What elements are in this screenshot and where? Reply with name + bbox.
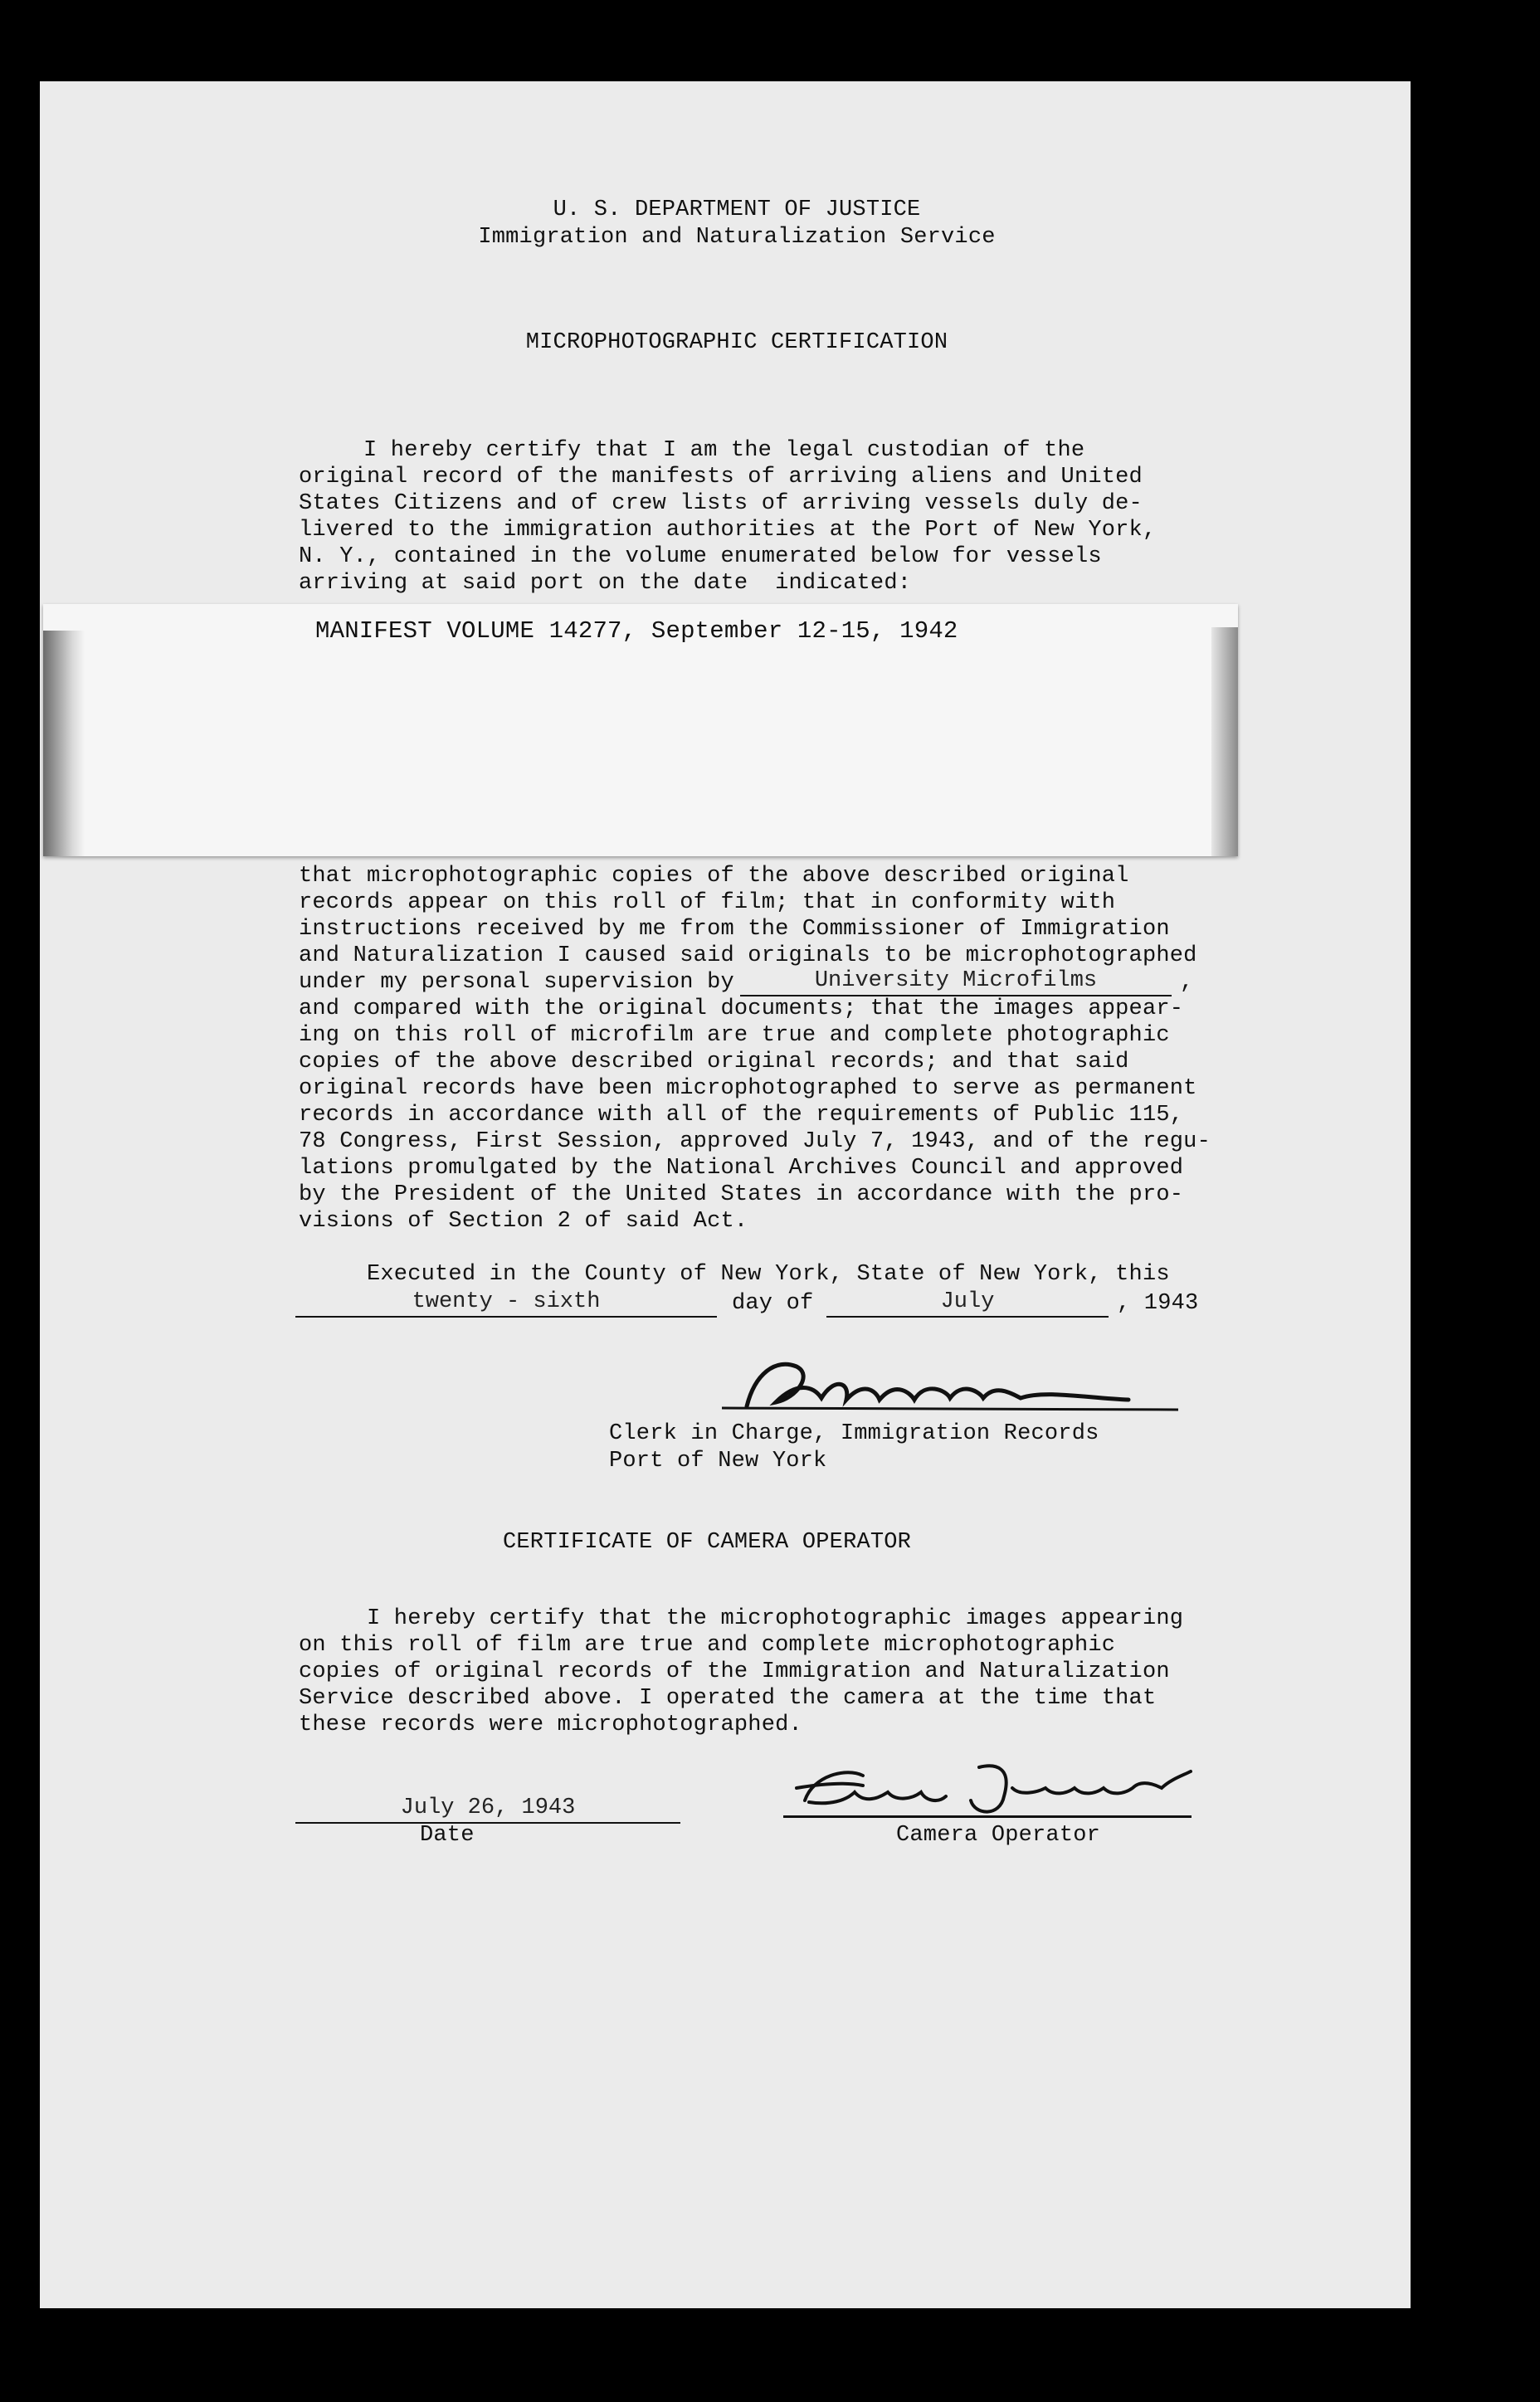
body-line: lations promulgated by the National Archives Council and approved — [299, 1156, 1184, 1181]
operator-title: CERTIFICATE OF CAMERA OPERATOR — [503, 1530, 912, 1555]
operator-line: these records were microphotographed. — [299, 1713, 802, 1737]
body-line: instructions received by me from the Commissioner of Immigration — [299, 917, 1170, 942]
body-line: records in accordance with all of the requirements of Public 115, — [299, 1103, 1184, 1128]
strip-shadow-right — [1211, 627, 1238, 856]
body-line: and Naturalization I caused said originals to be microphotographed — [299, 943, 1197, 968]
body-line: original records have been microphotographed to serve as permanent — [299, 1076, 1197, 1101]
intro-line: arriving at said port on the date indicated: — [299, 571, 912, 596]
body-line: by the President of the United States in accordance with the pro- — [299, 1182, 1184, 1207]
intro-line: livered to the immigration authorities at the Port of New York, — [299, 518, 1157, 543]
intro-line: N. Y., contained in the volume enumerated below for vessels — [299, 544, 1102, 569]
manifest-volume: MANIFEST VOLUME 14277, September 12-15, 1942 — [315, 617, 958, 645]
certification-title: MICROPHOTOGRAPHIC CERTIFICATION — [525, 330, 948, 355]
year-label: , 1943 — [1117, 1291, 1199, 1316]
operator-line: I hereby certify that the microphotographic images appearing — [367, 1606, 1184, 1631]
clerk-location: Port of New York — [609, 1449, 827, 1474]
body-line: that microphotographic copies of the above described original — [299, 864, 1129, 889]
body-line: 78 Congress, First Session, approved July 7, 1943, and of the regu- — [299, 1129, 1211, 1154]
operator-line: on this roll of film are true and complete microphotographic — [299, 1633, 1116, 1658]
executed-line: Executed in the County of New York, State of New York, this — [367, 1262, 1170, 1287]
date-label: Date — [420, 1823, 475, 1848]
strip-shadow-left — [43, 631, 85, 856]
body-line: under my personal supervision by — [299, 970, 734, 995]
clerk-signature — [697, 1348, 1195, 1423]
month-field: July — [826, 1289, 1109, 1318]
microfilmer-field: University Microfilms — [740, 967, 1172, 996]
comma: , — [1180, 970, 1194, 995]
operator-date-field: July 26, 1943 — [295, 1795, 680, 1824]
operator-signature-line — [783, 1815, 1192, 1818]
body-line: and compared with the original documents; that the images appear- — [299, 996, 1184, 1021]
body-line: records appear on this roll of film; that in conformity with — [299, 890, 1116, 915]
intro-line: States Citizens and of crew lists of arriving vessels duly de- — [299, 491, 1143, 516]
operator-signature — [772, 1751, 1203, 1825]
intro-line: original record of the manifests of arriving aliens and United — [299, 465, 1143, 490]
service-heading: Immigration and Naturalization Service — [478, 225, 996, 250]
intro-line: I hereby certify that I am the legal custodian of the — [363, 438, 1085, 463]
day-field: twenty - sixth — [295, 1289, 717, 1318]
body-line: ing on this roll of microfilm are true and complete photographic — [299, 1023, 1170, 1048]
operator-label: Camera Operator — [896, 1823, 1101, 1848]
body-line: visions of Section 2 of said Act. — [299, 1209, 748, 1234]
department-heading: U. S. DEPARTMENT OF JUSTICE — [553, 197, 921, 222]
operator-line: copies of original records of the Immigration and Naturalization — [299, 1659, 1170, 1684]
body-line: copies of the above described original records; and that said — [299, 1050, 1129, 1074]
day-of-label: day of — [732, 1291, 814, 1316]
clerk-title: Clerk in Charge, Immigration Records — [609, 1421, 1099, 1446]
operator-line: Service described above. I operated the camera at the time that — [299, 1686, 1157, 1711]
